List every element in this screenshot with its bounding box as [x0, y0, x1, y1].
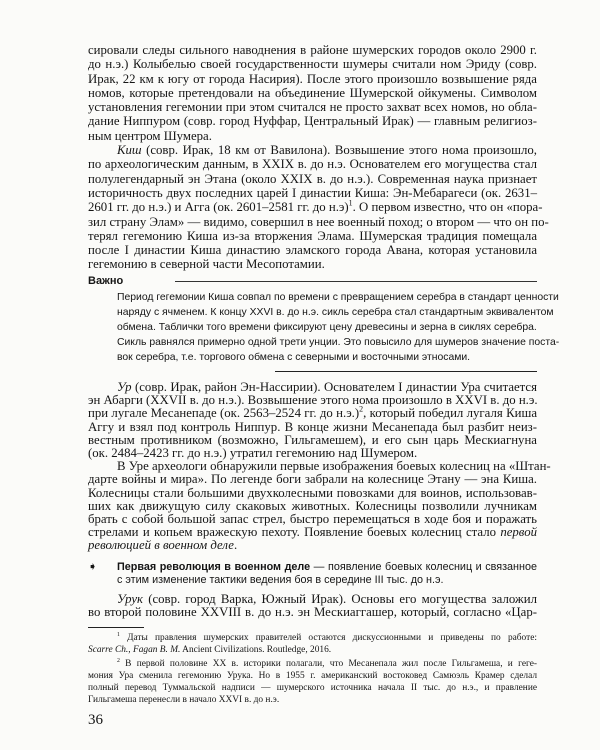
- text-segment: номов, которые претендовали на объединение Шумерской ойкумены. Символом: [88, 85, 537, 100]
- text-segment: Сикль равнялся примерно одной трети унции. Это повысило для шумеров значение поста-: [117, 337, 560, 348]
- important-box-bottom-rule: [275, 371, 537, 372]
- text-segment: дарте войны и мира». По легенде боги забрали на колеснице Этану — эна Киша.: [88, 472, 537, 487]
- text-line: [88, 57, 537, 71]
- text-line: [88, 100, 537, 114]
- text-line: [117, 335, 560, 350]
- text-line: [88, 157, 537, 171]
- footnotes: [88, 632, 537, 706]
- text-line: [88, 186, 537, 200]
- italic-text: Киш: [117, 143, 142, 158]
- footnote-marker: 1: [348, 199, 353, 209]
- paragraph-ur: [88, 381, 537, 460]
- text-segment: ным центром Шумера.: [88, 128, 212, 143]
- text-segment: вестным противником (возможно, Гильгамешем), и его сын царь Мескиагнуна: [88, 432, 537, 447]
- text-segment: мония Ура сменила гегемонию Урука. Но в 1955 г. американский востоковед Самюэль Крамер сделал: [88, 671, 537, 681]
- text-line: [88, 243, 537, 257]
- paragraph-chariots: [88, 459, 551, 553]
- text-line: [88, 632, 537, 644]
- italic-text: Урук: [117, 592, 143, 606]
- text-line: [88, 606, 537, 619]
- text-segment: Ирак, 22 км к югу от города Насирия). После этого произошло возвышение ряда: [88, 71, 537, 86]
- text-segment: , который победил лугаля Киша: [363, 406, 537, 421]
- paragraph-kish: [88, 143, 549, 272]
- text-segment: Период гегемонии Киша совпал по времени с превращением серебра в стандарт ценности: [117, 292, 559, 303]
- text-line: [88, 644, 537, 656]
- text-segment: при лугале Месанепаде (ок. 2563–2524 гг. до н.э.): [88, 406, 360, 421]
- text-segment: (ок. 2484–2423 гг. до н.э.) утратил гегемонию над Шумером.: [88, 446, 418, 461]
- text-line: [117, 561, 537, 574]
- text-line: [88, 229, 537, 243]
- paragraph-intro: [88, 43, 537, 143]
- text-segment: с этим изменение тактики ведения боя в середине III тыс. до н.э.: [117, 574, 444, 586]
- text-segment: Аггу и взял под контроль Ниппур. В конце жизни Месанепада был разбит неиз-: [88, 419, 537, 434]
- text-segment: Даты правления шумерских правителей остаются дискуссионными и приведены по работе:: [119, 633, 537, 643]
- text-line: [88, 694, 537, 706]
- important-divider: [175, 281, 537, 282]
- bold-term: Первая революция в военном деле: [117, 561, 311, 573]
- text-line: [88, 86, 537, 100]
- text-segment: наряду с ячменем. К концу XXVI в. до н.э. сикль серебра стал стандартным эквивалентом: [117, 307, 554, 318]
- important-header: [88, 274, 537, 288]
- page-number: 36: [88, 712, 103, 728]
- text-line: [88, 199, 543, 215]
- definition-block: [88, 561, 537, 587]
- paragraph-uruk: [88, 593, 537, 619]
- text-segment: 2601 гг. до н.э.) и Агга (ок. 2601–2581 гг. до н.э): [88, 200, 349, 215]
- footnote-2: [88, 658, 537, 706]
- text-line: [117, 290, 559, 305]
- text-segment: Гильгамеша перенесли в начало XXVI в. до н.э.: [88, 695, 280, 705]
- important-label: Важно: [88, 275, 124, 287]
- text-segment: (совр. город Варка, Южный Ирак). Основы его могущества заложил: [143, 592, 537, 606]
- text-segment: установления гегемонии при этом считался не просто захват всех номов, но обла-: [88, 100, 537, 115]
- text-segment: обмена. Таблички того времени фиксируют цену древесины и зерна в сиклях серебра.: [117, 322, 537, 333]
- italic-text: Ур: [117, 380, 132, 394]
- italic-text: первой: [500, 525, 537, 540]
- text-segment: .: [233, 538, 238, 553]
- text-segment: . О первом известно, что он «пора-: [352, 200, 543, 215]
- text-line: [88, 172, 537, 186]
- text-segment: эн Абарги (XXVII в. до н.э.). Возвышение этого нома произошло в XXVI в. до н.э.: [88, 393, 538, 408]
- text-segment: (совр. Ирак, район Эн-Нассирии). Основателем I династии Ура считается: [131, 380, 537, 394]
- text-segment: В первой половине XX в. историки полагали, что Месанепала жил после Гильгамеша, и геге-: [119, 659, 537, 669]
- text-segment: полулегендарный эн Этана (около XXIX в. до н.э.). Современная наука признает: [88, 171, 537, 186]
- text-line: [88, 214, 549, 229]
- text-line: [88, 257, 537, 271]
- text-line: [88, 658, 537, 670]
- definition-text: [117, 561, 537, 587]
- text-segment: до н.э.) Колыбелью своей государственности шумеры считали ном Эриду (совр.: [88, 57, 537, 72]
- text-segment: — появление боевых колесниц и связанное: [310, 561, 537, 573]
- footnote-marker: 2: [117, 657, 120, 664]
- text-line: [117, 320, 537, 335]
- text-segment: В Уре археологи обнаружили первые изображения боевых колесниц на «Штан-: [117, 459, 551, 474]
- text-segment: полный перевод Туммальской надписи — шумерского источника начала II тыс. до н.э., и правление: [88, 683, 537, 693]
- text-line: [117, 574, 537, 587]
- text-line: [88, 72, 537, 86]
- text-line: [117, 350, 532, 365]
- text-line: [88, 670, 537, 682]
- text-segment: вок серебра, т.е. торгового обмена с северными и восточными этносами.: [117, 352, 471, 363]
- text-line: [88, 143, 537, 157]
- italic-text: революцией в военном деле: [88, 538, 234, 553]
- text-segment: ших как движущую силу скаковых животных. Колесницы позволили лучникам: [88, 498, 537, 513]
- text-segment: зил страну Элам» — видимо, совершил в нее военный поход; о втором — что он по-: [88, 214, 549, 229]
- italic-text: Scarre Ch., Fagan B. M.: [88, 645, 181, 655]
- text-segment: Колесницы стали большими двухколесными повозками для воинов, использовав-: [88, 485, 537, 500]
- text-segment: терял гегемонию Киша из-за вторжения Элама. Шумерская традиция помещала: [88, 228, 537, 243]
- text-line: [88, 43, 537, 57]
- text-segment: Ancient Civilizations. Routledge, 2016.: [180, 645, 332, 655]
- text-segment: гегемонию в северной части Месопотамии.: [88, 257, 325, 272]
- footnote-divider: [88, 627, 144, 628]
- text-segment: брать с собой большой запас стрел, быстро перемещаться в ходе боя и поражать: [88, 512, 537, 526]
- footnote-marker: 1: [117, 631, 120, 638]
- text-segment: дание Ниппуром (совр. город Нуффар, Центральный Ирак) — главным религиоз-: [88, 114, 537, 129]
- text-segment: после I династии Киша династию эламского города Авана, которая установила: [88, 243, 537, 258]
- arrow-bullet-icon: ➧: [88, 561, 98, 573]
- text-segment: сировали следы сильного наводнения в районе шумерских городов около 2900 г.: [88, 43, 537, 57]
- text-line: [88, 539, 537, 552]
- text-segment: историчность двух последних царей I династии Киша: Эн-Мебарагеси (ок. 2631–: [88, 185, 537, 200]
- text-line: [88, 682, 537, 694]
- text-line: [88, 129, 537, 143]
- text-segment: по археологическим данным, в XXIX в. до н.э. Основателем его могущества стал: [88, 157, 537, 172]
- text-segment: во второй половине XXVIII в. до н.э. эн Мескиаггашер, который, согласно «Цар-: [88, 605, 537, 620]
- text-segment: (совр. Ирак, 18 км от Вавилона). Возвышение этого нома произошло,: [141, 143, 537, 158]
- text-line: [117, 305, 554, 320]
- important-box-text: [117, 290, 560, 365]
- text-segment: стрелами и копьем вражескую пехоту. Появление боевых колесниц стало: [88, 525, 501, 540]
- text-line: [88, 114, 537, 128]
- footnote-marker: 2: [359, 405, 364, 415]
- footnote-1: [88, 632, 537, 656]
